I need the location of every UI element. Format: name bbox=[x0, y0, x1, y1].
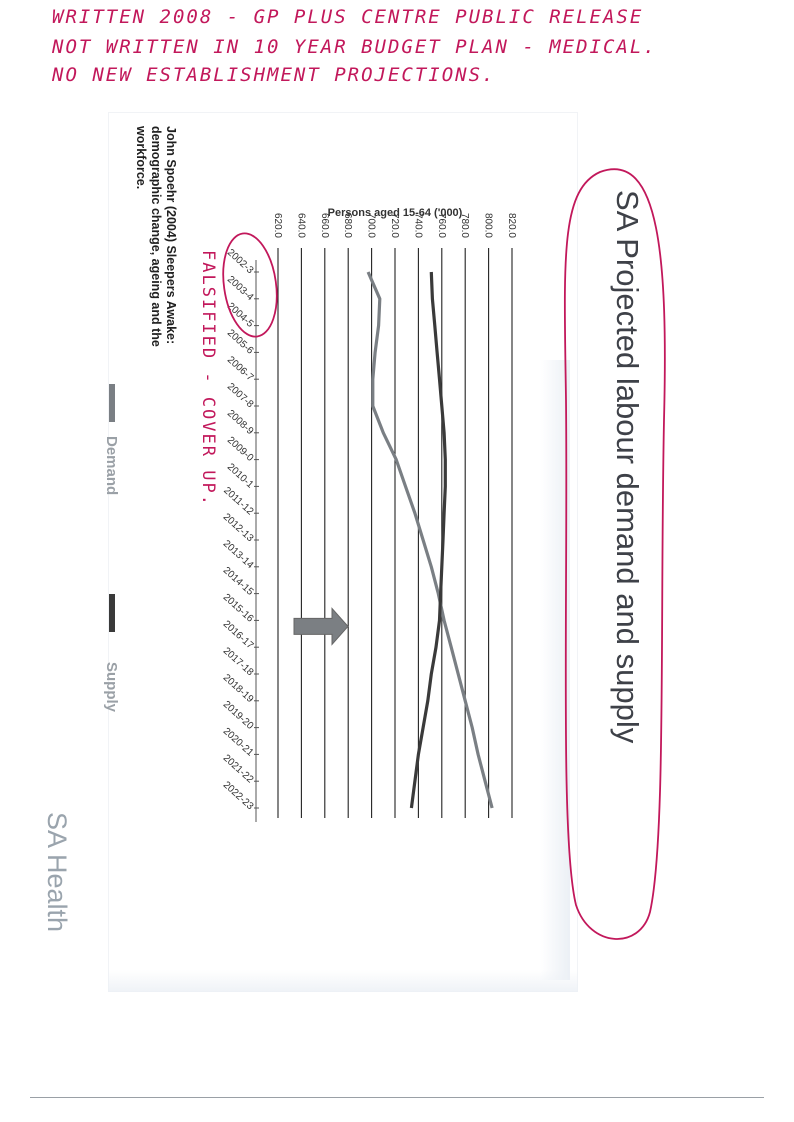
value-tick-label-0: 620.0 bbox=[272, 212, 283, 238]
handwritten-annotation: FALSIFIED - COVER UP. bbox=[198, 250, 218, 507]
circled-title-ellipse bbox=[565, 169, 665, 939]
value-tick-label-4: 700.0 bbox=[365, 212, 377, 238]
value-tick-label-1: 640.0 bbox=[295, 212, 307, 238]
value-tick-label-7: 760.0 bbox=[435, 212, 447, 238]
category-tick-label-10: 2012-13 bbox=[220, 511, 256, 545]
arrow-icon bbox=[294, 608, 348, 644]
category-tick-label-14: 2016-17 bbox=[220, 618, 256, 652]
category-tick-label-20: 2022-23 bbox=[220, 779, 256, 813]
category-tick-label-1: 2003-4 bbox=[224, 274, 256, 304]
category-tick-label-8: 2010-1 bbox=[224, 461, 256, 491]
series-line-demand bbox=[368, 272, 492, 808]
source-citation: John Spoehr (2004) Sleepers Awake: demographic change, ageing and the workforce. bbox=[134, 126, 178, 347]
category-tick-label-13: 2015-16 bbox=[220, 591, 256, 625]
category-tick-label-12: 2014-15 bbox=[220, 565, 256, 598]
legend-label-demand: Demand bbox=[103, 436, 120, 496]
slide-title: SA Projected labour demand and supply bbox=[610, 190, 645, 744]
category-tick-label-19: 2021-22 bbox=[220, 752, 256, 786]
category-tick-label-3: 2005-6 bbox=[224, 327, 256, 357]
value-tick-label-2: 660.0 bbox=[318, 212, 330, 238]
brand-logo-text: SA Health bbox=[42, 812, 72, 933]
category-tick-label-2: 2004-5 bbox=[224, 300, 256, 330]
legend-label-supply: Supply bbox=[103, 662, 120, 713]
page-bottom-rule bbox=[30, 1097, 764, 1098]
value-tick-label-9: 800.0 bbox=[482, 212, 494, 239]
handwritten-note-line-2: NOT WRITTEN IN 10 YEAR BUDGET PLAN - MEDICAL. bbox=[52, 36, 657, 58]
category-tick-label-16: 2018-19 bbox=[220, 672, 256, 706]
category-tick-label-6: 2008-9 bbox=[224, 408, 256, 438]
handwritten-note-line-3: NO NEW ESTABLISHMENT PROJECTIONS. bbox=[52, 64, 496, 86]
category-tick-label-11: 2013-14 bbox=[220, 538, 256, 572]
value-tick-label-6: 740.0 bbox=[412, 212, 424, 238]
series-line-supply bbox=[411, 272, 445, 808]
value-axis-label: Persons aged 15-64 ('000) bbox=[327, 207, 463, 219]
value-tick-label-3: 680.0 bbox=[342, 212, 354, 238]
handwritten-note-line-1: WRITTEN 2008 - GP PLUS CENTRE PUBLIC RELEASE bbox=[52, 6, 644, 28]
category-tick-label-15: 2017-18 bbox=[220, 645, 256, 679]
category-tick-label-9: 2011-12 bbox=[221, 485, 256, 518]
value-tick-label-5: 720.0 bbox=[389, 212, 400, 238]
category-tick-label-5: 2007-8 bbox=[224, 381, 256, 411]
value-tick-label-8: 780.0 bbox=[459, 212, 471, 238]
value-tick-label-10: 820.0 bbox=[506, 212, 517, 238]
category-tick-label-7: 2009-0 bbox=[224, 434, 256, 464]
category-tick-label-17: 2019-20 bbox=[220, 699, 256, 732]
category-tick-label-4: 2006-7 bbox=[224, 354, 256, 384]
category-tick-label-0: 2002-3 bbox=[224, 247, 256, 277]
category-tick-label-18: 2020-21 bbox=[220, 725, 256, 759]
